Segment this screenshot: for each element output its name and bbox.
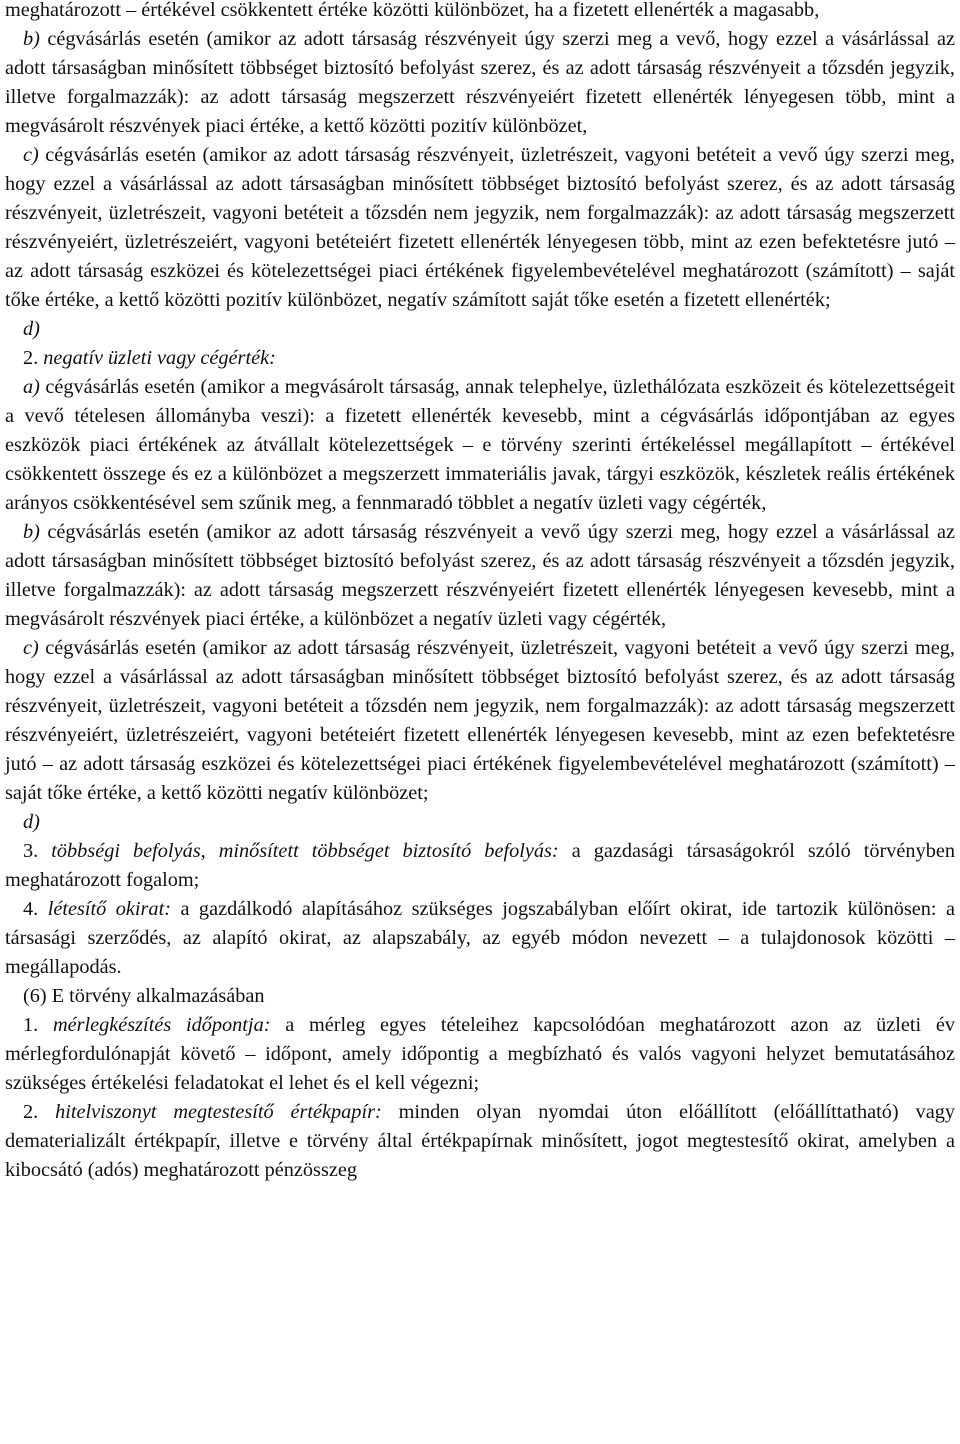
item-number: 4. <box>23 898 48 920</box>
definition-2-heading <box>5 344 955 373</box>
paragraph-2b <box>5 518 955 634</box>
paragraph-text: cégvásárlás esetén (amikor a megvásárolt társaság, annak telephelye, üzlethálózata eszközeit és kötelezettségeit a vevő tételesen állományba veszi): a fizetett ellenérték kevesebb, mint a cégvásárlás időpontjában az egyes eszközök piaci értékének az átvállalt kötelezettségek – e törvény szerinti értékeléssel megállapított – értékével csökkentett összege és ez a különbözet a megszerzett immateriális javak, tárgyi eszközök, készletek reális értékének arányos csökkentésével sem szűnik meg, a fennmaradó többlet a negatív üzleti vagy cégérték, <box>5 376 955 514</box>
paragraph-1d <box>5 315 955 344</box>
definition-4 <box>5 895 955 982</box>
definition-3 <box>5 837 955 895</box>
document-page <box>5 0 955 1185</box>
defined-term: mérlegkészítés időpontja: <box>52 1014 271 1036</box>
paragraph-2a <box>5 373 955 518</box>
defined-term: hitelviszonyt megtestesítő értékpapír: <box>55 1101 382 1123</box>
defined-term: többségi befolyás, minősített többséget biztosító befolyás: <box>51 840 559 862</box>
item-letter: a) <box>23 376 40 398</box>
paragraph-text: a gazdálkodó alapításához szükséges jogszabályban előírt okirat, ide tartozik különösen: a társasági szerződés, az alapító okirat, az alapszabály, az egyéb módon nevezett – a tulajdonosok közötti – megállapodás. <box>5 898 956 978</box>
paragraph-text: cégvásárlás esetén (amikor az adott társaság részvényeit úgy szerzi meg a vevő, hogy ezzel a vásárlással az adott társaságban minősített többséget biztosító befolyást szerez, és az adott társaság részvényeit a tőzsdén jegyzik, illetve forgalmazzák): az adott társaság megszerzett részvényeiért fizetett ellenérték lényegesen több, mint a megvásárolt részvények piaci értéke, a kettő közötti pozitív különbözet, <box>5 28 955 137</box>
item-letter: c) <box>23 144 39 166</box>
paragraph-2d <box>5 808 955 837</box>
definition-6-1 <box>5 1011 955 1098</box>
item-letter: c) <box>23 637 39 659</box>
paragraph-2c <box>5 634 955 808</box>
item-letter: b) <box>23 28 40 50</box>
paragraph-text: cégvásárlás esetén (amikor az adott társaság részvényeit, üzletrészeit, vagyoni betéteit a vevő úgy szerzi meg, hogy ezzel a vásárlással az adott társaságban minősített többséget biztosító befolyást szerez, és az adott társaság részvényeit, üzletrészeit, vagyoni betéteit a tőzsdén nem jegyzik, nem forgalmazzák): az adott társaság megszerzett részvényeiért, üzletrészeiért, vagyoni betéteiért fizetett ellenérték lényegesen több, mint az ezen befektetésre jutó – az adott társaság eszközei és kötelezettségei piaci értékének figyelembevételével meghatározott (számított) – saját tőke értéke, a kettő közötti pozitív különbözet, negatív számított saját tőke esetén a fizetett ellenérték; <box>5 144 955 311</box>
section-6-heading <box>5 982 955 1011</box>
paragraph-text: a gazdasági társaságokról szóló törvényben meghatározott fogalom; <box>5 840 955 891</box>
paragraph-text: minden olyan nyomdai úton előállított (előállíttatható) vagy dematerializált értékpapír, illetve e törvény által értékpapírnak minősített, jogot megtestesítő okirat, amelyben a kibocsátó (adós) meghatározott pénzösszeg <box>5 1101 955 1181</box>
paragraph-text: meghatározott – értékével csökkentett értéke közötti különbözet, ha a fizetett ellenérték a magasabb, <box>5 0 820 21</box>
defined-term: negatív üzleti vagy cégérték: <box>43 347 276 369</box>
item-letter: d) <box>23 318 40 340</box>
item-number: 2. <box>23 347 44 369</box>
item-letter: d) <box>23 811 40 833</box>
paragraph-text: cégvásárlás esetén (amikor az adott társaság részvényeit, üzletrészeit, vagyoni betéteit a vevő úgy szerzi meg, hogy ezzel a vásárlással az adott társaságban minősített többséget biztosító befolyást szerez, és az adott társaság részvényeit, üzletrészeit, vagyoni betéteit a tőzsdén nem jegyzik, nem forgalmazzák): az adott társaság megszerzett részvényeiért, üzletrészeiért, vagyoni betéteiért fizetett ellenérték lényegesen kevesebb, mint az ezen befektetésre jutó – az adott társaság eszközei és kötelezettségei piaci értékének figyelembevételével meghatározott (számított) – saját tőke értéke, a kettő közötti negatív különbözet; <box>5 637 955 804</box>
definition-6-2 <box>5 1098 955 1185</box>
paragraph-1b <box>5 25 955 141</box>
item-letter: b) <box>23 521 40 543</box>
paragraph-1c <box>5 141 955 315</box>
defined-term: létesítő okirat: <box>47 898 171 920</box>
item-number: 1. <box>23 1014 53 1036</box>
paragraph-text: a mérleg egyes tételeihez kapcsolódóan meghatározott azon az üzleti év mérlegfordulónapját követő – időpont, amely időpontig a megbízható és valós vagyoni helyzet bemutatásához szükséges értékelési feladatokat el lehet és el kell végezni; <box>5 1014 956 1094</box>
paragraph-text: cégvásárlás esetén (amikor az adott társaság részvényeit a vevő úgy szerzi meg, hogy ezzel a vásárlással az adott társaságban minősített többséget biztosító befolyást szerez, és az adott társaság részvényeit a tőzsdén jegyzik, illetve forgalmazzák): az adott társaság megszerzett részvényeiért fizetett ellenérték lényegesen kevesebb, mint a megvásárolt részvények piaci értéke, a különbözet a negatív üzleti vagy cégérték, <box>5 521 955 630</box>
item-number: 3. <box>23 840 52 862</box>
paragraph-text: (6) E törvény alkalmazásában <box>23 985 265 1007</box>
paragraph-continuation <box>5 0 955 25</box>
item-number: 2. <box>23 1101 56 1123</box>
